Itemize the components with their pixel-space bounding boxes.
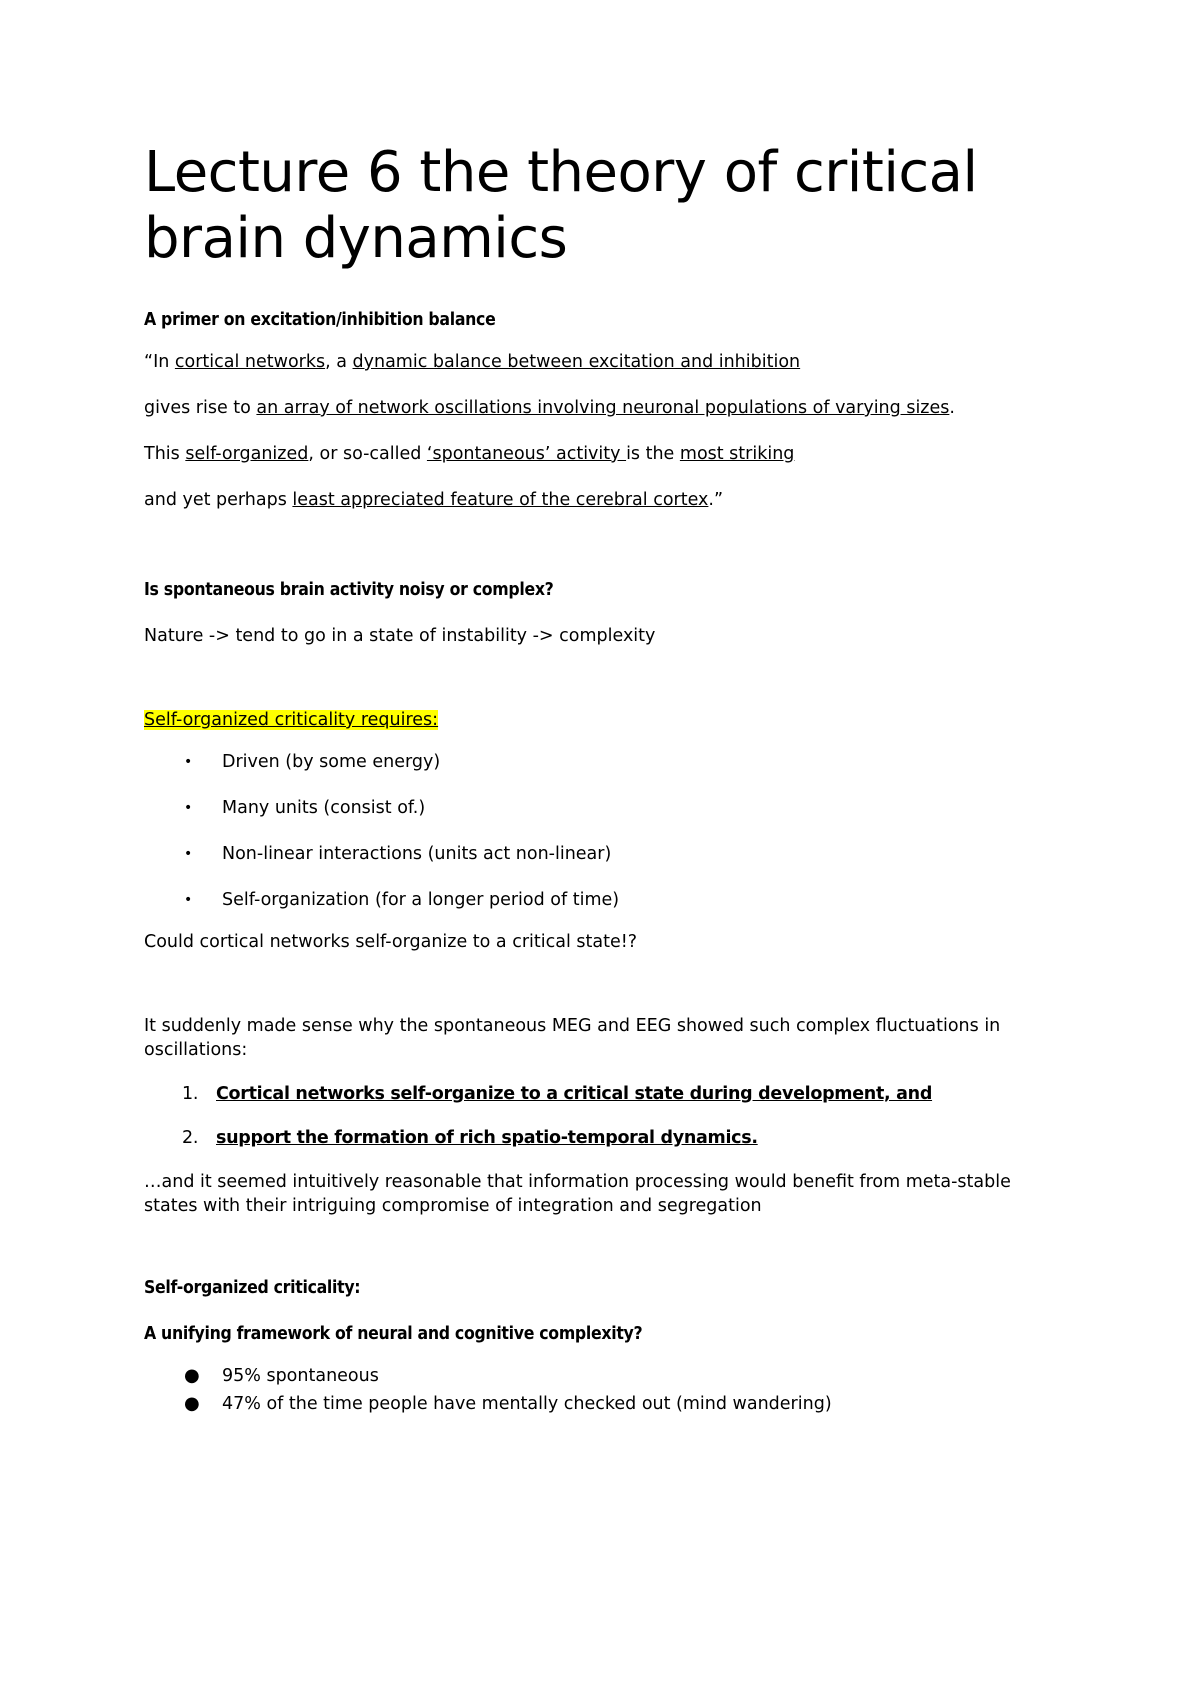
numbered-list — [144, 1082, 1064, 1150]
section-heading-soc: Self-organized criticality: — [144, 1278, 361, 1298]
list-item — [144, 1126, 1064, 1150]
critical-state-question: Could cortical networks self-organize to a critical state!? — [144, 932, 638, 952]
list-item-text: Non-linear interactions (units act non-linear) — [222, 844, 612, 864]
quote-text: This — [144, 444, 186, 464]
bullet-marker: • — [184, 892, 193, 908]
list-item-text: Many units (consist of.) — [222, 798, 426, 818]
quote-text: and yet perhaps — [144, 490, 293, 510]
list-item — [144, 842, 1064, 866]
document-body — [144, 140, 1064, 1416]
section-heading-spontaneous-activity: Is spontaneous brain activity noisy or complex? — [144, 580, 554, 600]
list-item — [144, 1392, 1064, 1416]
list-item-text: support the formation of rich spatio-temporal dynamics. — [216, 1128, 758, 1148]
quote-text: is the — [626, 444, 680, 464]
underlined-text: least appreciated feature of the cerebral cortex — [292, 490, 709, 510]
title-line-1: Lecture 6 the theory of critical — [144, 140, 978, 205]
quote-line-2 — [144, 396, 1064, 420]
quote-text: .” — [708, 490, 724, 510]
soc-requirements-list — [144, 750, 1064, 912]
quote-text: , or so-called — [308, 444, 427, 464]
bullet-marker: • — [184, 754, 193, 770]
statistics-list — [144, 1364, 1064, 1416]
list-item-text: 47% of the time people have mentally checked out (mind wandering) — [222, 1394, 832, 1414]
title-line-2: brain dynamics — [144, 206, 568, 271]
list-item-text: Cortical networks self-organize to a critical state during development, and — [216, 1084, 933, 1104]
quote-text: “In — [144, 352, 175, 372]
list-item — [144, 796, 1064, 820]
quote-text: gives rise to — [144, 398, 257, 418]
list-item — [144, 1082, 1064, 1106]
quote-line-1 — [144, 350, 1064, 374]
bullet-marker: ● — [184, 1393, 200, 1414]
meg-eeg-intro: It suddenly made sense why the spontaneous MEG and EEG showed such complex fluctuations in oscillations: — [144, 1016, 1001, 1060]
bullet-marker: • — [184, 800, 193, 816]
quote-line-3 — [144, 442, 1064, 466]
list-item-text: 95% spontaneous — [222, 1366, 379, 1386]
underlined-text: dynamic balance between excitation and inhibition — [352, 352, 801, 372]
underlined-text: self-organized — [185, 444, 309, 464]
quote-line-4 — [144, 488, 1064, 512]
highlighted-text: Self-organized criticality requires: — [144, 710, 439, 730]
nature-complexity-text: Nature -> tend to go in a state of instability -> complexity — [144, 626, 656, 646]
underlined-text: cortical networks — [174, 352, 326, 372]
section-heading-excitation-inhibition: A primer on excitation/inhibition balance — [144, 310, 496, 330]
page-title — [144, 140, 1064, 272]
bullet-marker: • — [184, 846, 193, 862]
section-heading-unifying-framework: A unifying framework of neural and cognitive complexity? — [144, 1324, 643, 1344]
underlined-text: an array of network oscillations involving neuronal populations of varying sizes — [256, 398, 950, 418]
soc-requirements-heading — [144, 708, 1064, 732]
underlined-text: ‘spontaneous’ activity — [426, 444, 627, 464]
list-item — [144, 888, 1064, 912]
number-marker: 1. — [182, 1084, 199, 1104]
meta-stable-paragraph: …and it seemed intuitively reasonable that information processing would benefit from meta-stable states with their intriguing compromise of integration and segregation — [144, 1172, 1011, 1216]
list-item-text: Driven (by some energy) — [222, 752, 441, 772]
list-item — [144, 1364, 1064, 1388]
list-item — [144, 750, 1064, 774]
bullet-marker: ● — [184, 1365, 200, 1386]
quote-text: . — [949, 398, 955, 418]
list-item-text: Self-organization (for a longer period of time) — [222, 890, 620, 910]
underlined-text: most striking — [679, 444, 795, 464]
number-marker: 2. — [182, 1128, 199, 1148]
quote-text: , a — [325, 352, 353, 372]
